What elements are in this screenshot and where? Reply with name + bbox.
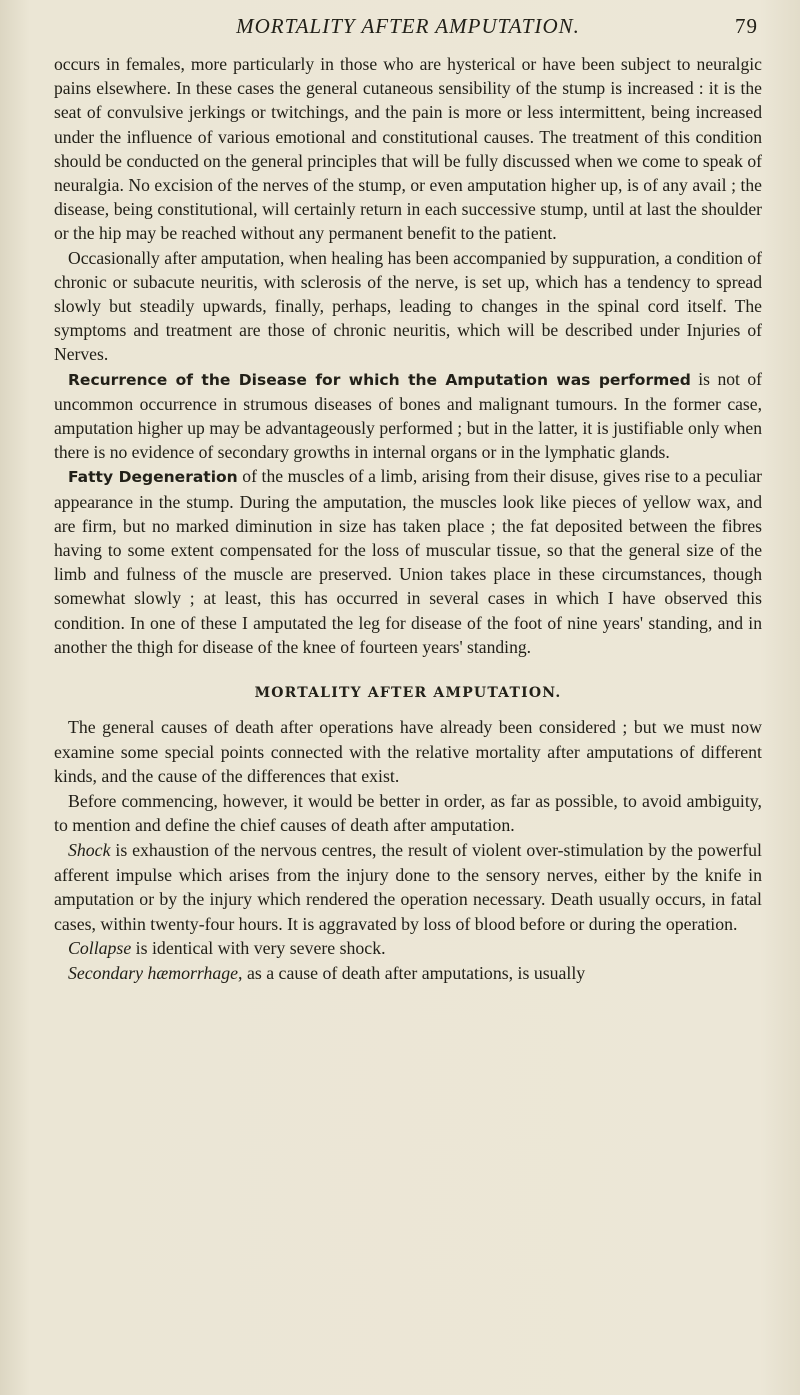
paragraph-fatty-body: of the muscles of a limb, arising from their disuse, gives rise to a peculiar appearance in the stump. During the amputation, the muscles look like pieces of yellow wax, and are firm, but no marked diminution in size has taken place ; the fat deposited between the fibres having to some extent compensated for the loss of muscular tissue, so that the general size of the limb and fulness of the muscle are preserved. Union takes place in these circumstances, though somewhat slowly ; at least, this has occurred in several cases in which I have observed this condition. In one of these I amputated the leg for disease of the foot of nine years' standing, and in another the thigh for disease of the knee of fourteen years' standing.	[54, 466, 762, 657]
paragraph-collapse	[54, 936, 762, 961]
term-shock: Shock	[68, 840, 111, 861]
body-text-upper	[54, 52, 762, 659]
paragraph-general-causes: The general causes of death after operations have already been considered ; but we must now examine some special points connected with the relative mortality after amputations of different kinds, and the cause of the differences that exist.	[54, 717, 762, 787]
run-in-heading-recurrence: Recurrence of the Disease for which the Amputation was performed	[68, 370, 691, 389]
term-collapse: Collapse	[68, 938, 132, 959]
paragraph-before-commencing: Before commencing, however, it would be better in order, as far as possible, to avoid ambiguity, to mention and define the chief causes of death after amputation.	[54, 790, 762, 836]
paragraph-neuritis: Occasionally after amputation, when healing has been accompanied by suppuration, a condition of chronic or subacute neuritis, with sclerosis of the nerve, is set up, which has a tendency to spread slowly but steadily upwards, finally, perhaps, leading to changes in the spinal cord itself. The symptoms and treatment are those of chronic neuritis, which will be described under Injuries of Nerves.	[54, 247, 762, 365]
paragraph-collapse-body: is identical with very severe shock.	[131, 938, 386, 959]
running-head-title: MORTALITY AFTER AMPUTATION.	[236, 14, 580, 38]
paragraph-recurrence	[54, 367, 762, 465]
paragraph-continuation: occurs in females, more particularly in those who are hysterical or have been subject to neuralgic pains elsewhere. In these cases the general cutaneous sensibility of the stump is increased : it is the seat of convulsive jerkings or twitchings, and the pain is more or less intermittent, being increased under the influence of various emotional and constitutional causes. The treatment of this condition should be conducted on the general principles that will be fully discussed when we come to speak of neuralgia. No excision of the nerves of the stump, or even amputation higher up, is of any avail ; the disease, being constitutional, will certainly return in each successive stump, until at last the shoulder or the hip may be reached without any permanent benefit to the patient.	[54, 54, 762, 244]
paragraph-shock-body: is exhaustion of the nervous centres, the result of violent over-stimulation by the powerful afferent impulse which arises from the injury done to the sensory nerves, either by the knife in amputation or by the injury which rendered the operation necessary. Death usually occurs, in fatal cases, within twenty-four hours. It is aggravated by loss of blood before or during the operation.	[54, 840, 762, 934]
paragraph-haemorrhage	[54, 961, 762, 986]
page-number: 79	[735, 14, 758, 38]
paragraph-shock	[54, 838, 762, 936]
running-head	[54, 0, 762, 52]
section-heading: MORTALITY AFTER AMPUTATION.	[254, 685, 562, 702]
paragraph-fatty-degeneration	[54, 464, 762, 659]
paragraph-haemorrhage-body: as a cause of death after amputations, is usually	[242, 963, 586, 984]
paragraph-recurrence-body: is not of uncommon occurrence in strumous diseases of bones and malignant tumours. In the former case, amputation higher up may be advantageously performed ; but in the latter, it is justifiable only when there is no evidence of secondary growths in internal organs or in the lymphatic glands.	[54, 368, 762, 463]
run-in-heading-fatty: Fatty Degeneration	[68, 468, 238, 487]
term-haemorrhage: Secondary hæmorrhage,	[68, 963, 243, 984]
body-text-lower	[54, 715, 762, 986]
